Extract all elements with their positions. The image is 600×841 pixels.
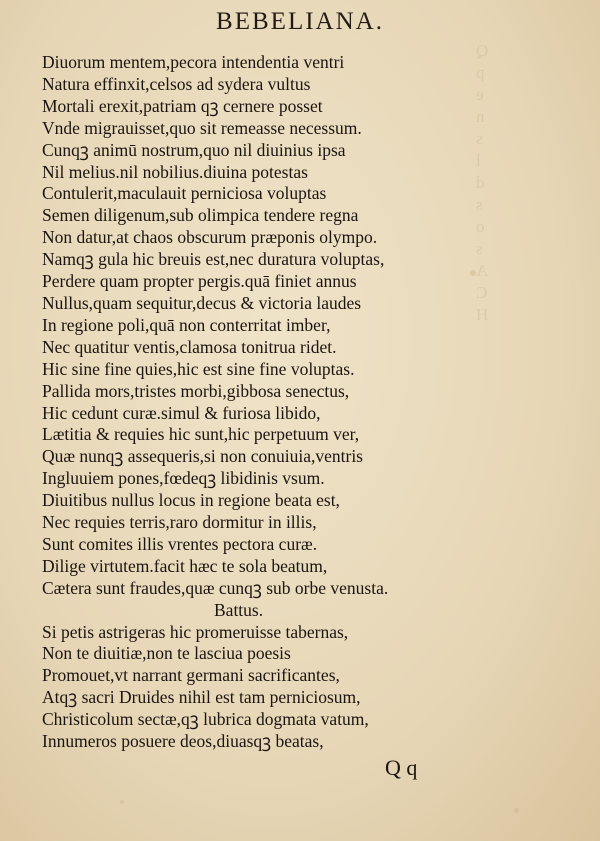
verse-text xyxy=(42,52,562,753)
verse-line: Dilige virtutem.facit hæc te sola beatum, xyxy=(42,555,328,576)
verse-line: Sunt comites illis vrentes pectora curæ. xyxy=(42,533,318,554)
verse-line: Promouet,vt narrant germani sacrificantes, xyxy=(42,665,340,686)
verse-line: Contulerit,maculauit perniciosa voluptas xyxy=(42,183,327,204)
verse-line: Mortali erexit,patriam qꝫ cernere posset xyxy=(42,95,323,116)
paper-stain xyxy=(120,800,124,804)
verse-line: Nec requies terris,raro dormitur in illis, xyxy=(42,512,317,533)
verse-line: Lætitia & requies hic sunt,hic perpetuum ver, xyxy=(42,424,360,445)
verse-line: Diuorum mentem,pecora intendentia ventri xyxy=(42,52,345,72)
verse-line: Nullus,quam sequitur,decus & victoria laudes xyxy=(42,292,362,313)
verse-line: Hic sine fine quies,hic est sine fine voluptas. xyxy=(42,358,355,379)
signature-mark: Q q xyxy=(385,755,418,780)
verse-line: Si petis astrigeras hic promeruisse tabernas, xyxy=(42,621,349,642)
verse-line: Semen diligenum,sub olimpica tendere regna xyxy=(42,205,359,226)
paper-stain xyxy=(514,808,519,813)
verse-line: Hic cedunt curæ.simul & furiosa libido, xyxy=(42,402,321,423)
verse-line: Vnde migrauisset,quo sit remeasse necessum. xyxy=(42,117,362,138)
verse-line: Nec quatitur ventis,clamosa tonitrua ridet. xyxy=(42,336,337,357)
verse-line: Natura effinxit,celsos ad sydera vultus xyxy=(42,73,311,94)
verse-line: Quæ nunqꝫ assequeris,si non conuiuia,ventris xyxy=(42,446,363,467)
show-through-text: Q p e n s l d s o s A C H xyxy=(476,41,489,324)
verse-line: Non te diuitiæ,non te lasciua poesis xyxy=(42,643,291,664)
verse-line: Diuitibus nullus locus in regione beata est, xyxy=(42,490,340,511)
verse-line: Namqꝫ gula hic breuis est,nec duratura voluptas, xyxy=(42,249,385,270)
verse-line: Ingluuiem pones,fœdeqꝫ libidinis vsum. xyxy=(42,468,325,489)
verse-line: Perdere quam propter pergis.quā finiet annus xyxy=(42,271,357,292)
verse-line: Nil melius.nil nobilius.diuina potestas xyxy=(42,161,308,182)
verse-line: Non datur,at chaos obscurum præponis olympo. xyxy=(42,227,378,248)
verse-line: Pallida mors,tristes morbi,gibbosa senectus, xyxy=(42,380,350,401)
verse-line: Atqꝫ sacri Druides nihil est tam perniciosum, xyxy=(42,687,361,708)
verse-line: Innumeros posuere deos,diuasqꝫ beatas, xyxy=(42,731,324,752)
verse-line: Cunqꝫ animū nostrum,quo nil diuinius ipsa xyxy=(42,139,346,160)
verse-line: Cætera sunt fraudes,quæ cunqꝫ sub orbe venusta. xyxy=(42,577,389,598)
verse-line: Christicolum sectæ,qꝫ lubrica dogmata vatum, xyxy=(42,709,369,730)
verse-line: In regione poli,quā non conterritat imber, xyxy=(42,314,331,335)
running-title: BEBELIANA. xyxy=(216,8,384,35)
speaker-heading: Battus. xyxy=(214,599,264,620)
